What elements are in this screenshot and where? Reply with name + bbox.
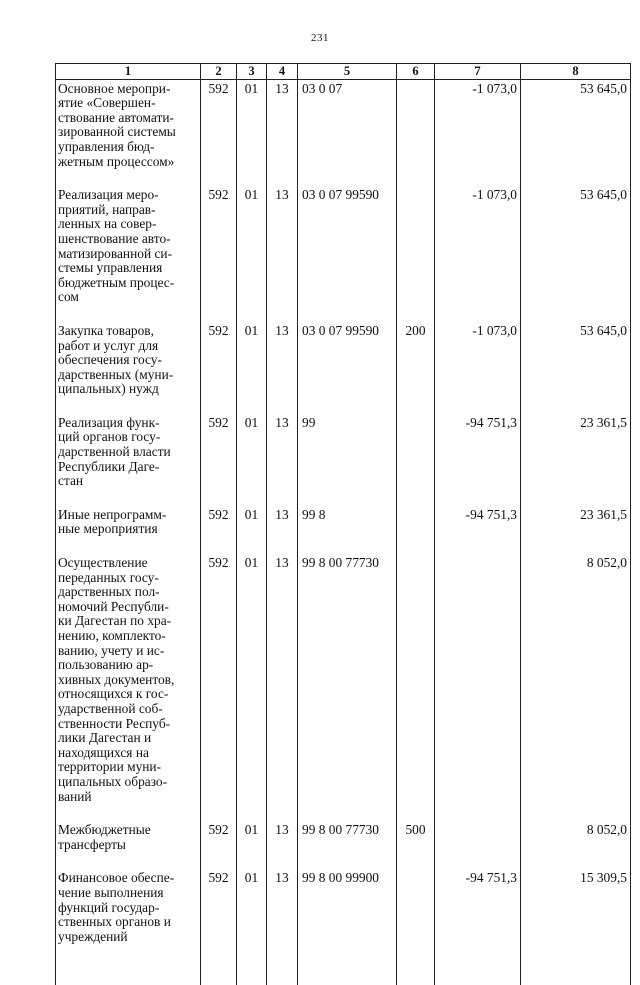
row-name-cell [56, 506, 201, 554]
empty-cell [521, 961, 631, 985]
empty-cell [201, 961, 237, 985]
row-name-line: Реализация меро- [58, 187, 159, 203]
row-name-line: находящихся на [58, 744, 149, 760]
row-cell-8: 8 052,0 [521, 821, 631, 869]
row-cell-2: 592 [201, 869, 237, 961]
header-col-7: 7 [435, 64, 521, 80]
header-col-2: 2 [201, 64, 237, 80]
row-cell-4: 13 [267, 869, 298, 961]
row-cell-6 [397, 506, 435, 554]
row-cell-5: 99 8 00 99900 [298, 869, 397, 961]
row-cell-4: 13 [267, 414, 298, 506]
row-cell-7: -1 073,0 [435, 186, 521, 322]
empty-cell [56, 961, 201, 985]
row-name-line: ций органов госу- [58, 429, 161, 445]
row-cell-8: 8 052,0 [521, 554, 631, 821]
row-name-cell [56, 79, 201, 186]
row-cell-2: 592 [201, 79, 237, 186]
row-name-line: зированной системы [58, 124, 176, 140]
row-cell-8: 53 645,0 [521, 322, 631, 414]
empty-cell [267, 961, 298, 985]
row-cell-8: 53 645,0 [521, 186, 631, 322]
row-name-cell [56, 869, 201, 961]
row-cell-6 [397, 186, 435, 322]
row-name-line: работ и услуг для [58, 337, 159, 353]
row-name-line: стан [58, 473, 84, 489]
row-name-line: лики Дагестан и [58, 730, 152, 746]
row-name-line: территории муни- [58, 759, 162, 775]
row-name-line: ственности Респуб- [58, 715, 171, 731]
row-cell-7 [435, 554, 521, 821]
row-cell-5: 99 8 [298, 506, 397, 554]
row-name-line: дарственных (муни- [58, 366, 174, 382]
row-name-line: ные мероприятия [58, 521, 158, 537]
row-cell-4: 13 [267, 506, 298, 554]
row-cell-5: 99 [298, 414, 397, 506]
row-name-line: пользованию ар- [58, 657, 154, 673]
row-name-line: матизированной си- [58, 245, 173, 261]
row-cell-4: 13 [267, 821, 298, 869]
row-cell-6 [397, 79, 435, 186]
table-row [56, 79, 631, 186]
row-cell-7: -94 751,3 [435, 414, 521, 506]
page-number: 231 [311, 32, 329, 44]
empty-cell [397, 961, 435, 985]
row-cell-6: 200 [397, 322, 435, 414]
table-row [56, 322, 631, 414]
row-name-line: ваний [58, 788, 92, 804]
row-name-line: функций государ- [58, 899, 160, 915]
row-cell-6 [397, 554, 435, 821]
empty-cell [237, 961, 267, 985]
row-name-line: ударственной соб- [58, 700, 163, 716]
row-name-line: Осуществление [58, 555, 148, 571]
row-cell-3: 01 [237, 506, 267, 554]
row-cell-2: 592 [201, 506, 237, 554]
row-cell-5: 99 8 00 77730 [298, 554, 397, 821]
row-cell-4: 13 [267, 186, 298, 322]
row-cell-5: 03 0 07 [298, 79, 397, 186]
row-name-line: Республики Даге- [58, 458, 160, 474]
row-name-line: дарственной власти [58, 444, 171, 460]
header-col-5: 5 [298, 64, 397, 80]
row-name-line: Межбюджетные [58, 822, 151, 838]
row-name-line: переданных госу- [58, 569, 159, 585]
table-continuation-row [56, 961, 631, 985]
table-body [56, 79, 631, 985]
row-cell-7: -1 073,0 [435, 79, 521, 186]
budget-table-container [55, 63, 630, 944]
row-name-line: шенствование авто- [58, 230, 171, 246]
header-col-4: 4 [267, 64, 298, 80]
row-cell-7: -94 751,3 [435, 506, 521, 554]
row-cell-8: 53 645,0 [521, 79, 631, 186]
row-cell-8: 23 361,5 [521, 506, 631, 554]
row-cell-2: 592 [201, 821, 237, 869]
row-cell-4: 13 [267, 554, 298, 821]
row-cell-7: -1 073,0 [435, 322, 521, 414]
row-cell-3: 01 [237, 869, 267, 961]
table-row [56, 554, 631, 821]
empty-cell [435, 961, 521, 985]
table-row [56, 821, 631, 869]
row-cell-3: 01 [237, 554, 267, 821]
row-name-line: приятий, направ- [58, 201, 156, 217]
row-name-line: ствование автомати- [58, 109, 174, 125]
table-row [56, 506, 631, 554]
row-name-line: Финансовое обеспе- [58, 870, 175, 886]
row-name-line: ятие «Совершен- [58, 95, 156, 111]
row-name-line: стемы управления [58, 260, 163, 276]
row-cell-8: 23 361,5 [521, 414, 631, 506]
row-name-line: ципальных образо- [58, 773, 168, 789]
table-row [56, 414, 631, 506]
table-header-row [56, 64, 631, 80]
table-row [56, 186, 631, 322]
row-cell-6: 500 [397, 821, 435, 869]
row-name-line: номочий Республи- [58, 598, 169, 614]
row-name-line: трансферты [58, 836, 126, 852]
row-cell-5: 03 0 07 99590 [298, 322, 397, 414]
row-cell-6 [397, 869, 435, 961]
row-name-line: относящихся к гос- [58, 686, 169, 702]
row-name-cell [56, 414, 201, 506]
header-col-3: 3 [237, 64, 267, 80]
row-name-line: дарственных пол- [58, 584, 160, 600]
row-name-line: ки Дагестан по хра- [58, 613, 172, 629]
header-col-6: 6 [397, 64, 435, 80]
row-cell-7 [435, 821, 521, 869]
row-name-line: Иные непрограмм- [58, 506, 167, 522]
row-cell-2: 592 [201, 322, 237, 414]
row-cell-3: 01 [237, 821, 267, 869]
row-name-line: ственных органов и [58, 914, 171, 930]
row-name-line: нению, комплекто- [58, 628, 166, 643]
row-cell-7: -94 751,3 [435, 869, 521, 961]
row-name-cell [56, 554, 201, 821]
row-cell-4: 13 [267, 322, 298, 414]
row-name-line: учреждений [58, 928, 128, 944]
row-name-line: бюджетным процес- [58, 274, 175, 290]
row-cell-3: 01 [237, 79, 267, 186]
row-name-line: Основное меропри- [58, 80, 171, 96]
row-cell-6 [397, 414, 435, 506]
row-name-line: ципальных) нужд [58, 381, 159, 397]
row-cell-5: 99 8 00 77730 [298, 821, 397, 869]
row-cell-5: 03 0 07 99590 [298, 186, 397, 322]
row-name-line: обеспечения госу- [58, 352, 162, 368]
row-name-line: управления бюд- [58, 138, 155, 154]
row-name-line: ванию, учету и ис- [58, 642, 165, 658]
row-cell-3: 01 [237, 322, 267, 414]
row-cell-2: 592 [201, 186, 237, 322]
row-name-line: Реализация функ- [58, 414, 160, 430]
row-cell-3: 01 [237, 414, 267, 506]
row-name-cell [56, 821, 201, 869]
row-name-line: сом [58, 289, 79, 305]
row-cell-3: 01 [237, 186, 267, 322]
row-cell-4: 13 [267, 79, 298, 186]
header-col-8: 8 [521, 64, 631, 80]
row-cell-8: 15 309,5 [521, 869, 631, 961]
row-name-line: Закупка товаров, [58, 322, 154, 338]
table-row [56, 869, 631, 961]
row-cell-2: 592 [201, 414, 237, 506]
header-col-1: 1 [56, 64, 201, 80]
row-name-line: чение выполнения [58, 884, 164, 900]
row-name-cell [56, 186, 201, 322]
row-name-line: жетным процессом» [58, 153, 175, 169]
budget-table [55, 63, 631, 985]
empty-cell [298, 961, 397, 985]
row-cell-2: 592 [201, 554, 237, 821]
row-name-cell [56, 322, 201, 414]
row-name-line: хивных документов, [58, 671, 175, 687]
row-name-line: ленных на совер- [58, 216, 157, 232]
